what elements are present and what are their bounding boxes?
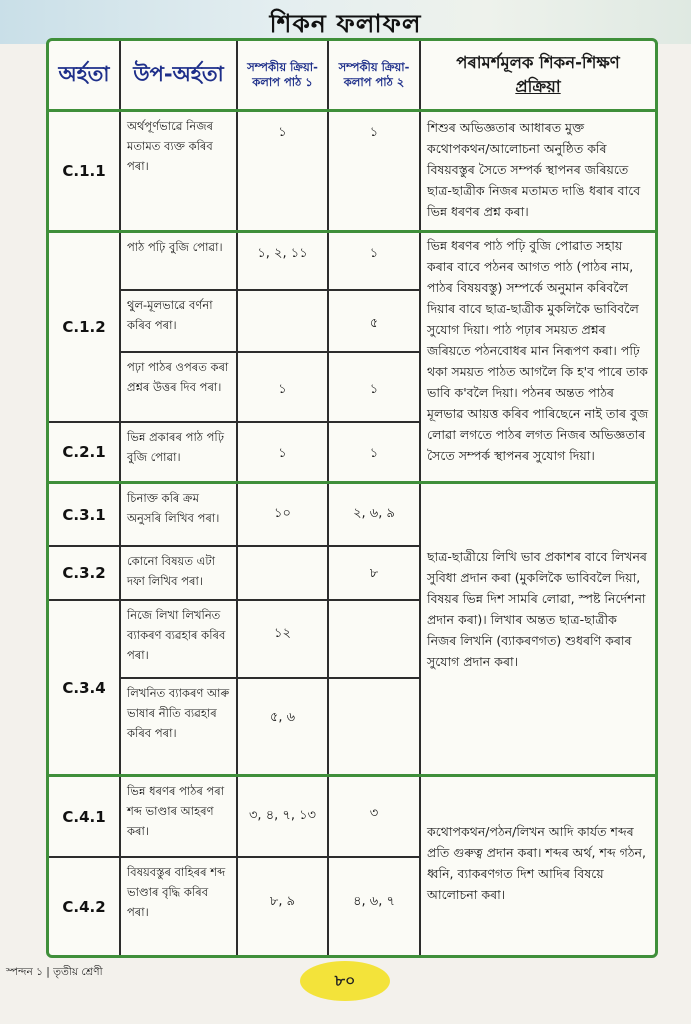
sub-outcome-cell: থুল-মূলভাৱে বৰ্ণনা কৰিব পৰা। — [127, 298, 213, 332]
code-cell: C.3.4 — [62, 678, 106, 697]
code-cell: C.3.1 — [62, 505, 106, 524]
method-cell: ছাত্ৰ-ছাত্ৰীয়ে লিখি ভাব প্ৰকাশৰ বাবে লিখনৰ সুবিধা প্ৰদান কৰা (মুকলিকৈ ভাবিবলৈ দিয়া, বিষয়ৰ ভিন্ন দিশ সামৰি লোৱা, স্পষ্ট নিৰ্দেশনা প্ৰদান কৰা)। লিখাৰ অন্তত ছাত্ৰ-ছাত্ৰীক নিজৰ লিখনি (ব্যাকৰণগত) শুধৰণি কৰাৰ সুযোগ প্ৰদান কৰা। — [427, 549, 647, 669]
lesson1-cell — [238, 303, 327, 315]
code-cell: C.3.2 — [62, 564, 106, 582]
lesson2-cell — [329, 613, 419, 625]
code-cell: C.1.1 — [62, 162, 106, 180]
page-title: শিকন ফলাফল — [269, 9, 422, 38]
header-method-line2: প্ৰক্ৰিয়া — [515, 77, 561, 96]
lesson1-cell: ৮, ৯ — [269, 894, 296, 909]
lesson1-cell: ১, ২, ১১ — [257, 246, 308, 261]
sub-outcome-cell: লিখনিত ব্যাকৰণ আৰু ভাষাৰ নীতি ব্যৱহাৰ কৰিব পৰা। — [127, 686, 230, 740]
page-number-badge — [300, 961, 390, 1001]
lesson1-cell: ৩, ৪, ৭, ১৩ — [248, 808, 317, 823]
sub-outcome-cell: নিজে লিখা লিখনিত ব্যাকৰণ ব্যৱহাৰ কৰিব পৰা। — [127, 608, 226, 662]
sub-outcome-cell: ভিন্ন প্ৰকাৰৰ পাঠ পঢ়ি বুজি পোৱা। — [127, 430, 224, 464]
lesson2-cell: ৩ — [369, 806, 379, 821]
lesson2-cell: ১ — [369, 246, 379, 261]
lesson1-cell: ১ — [278, 125, 287, 140]
lesson1-cell: ৫, ৬ — [269, 710, 296, 725]
code-cell: C.1.2 — [62, 318, 106, 336]
header-outcome: অৰ্হতা — [58, 61, 110, 86]
sub-outcome-cell: ভিন্ন ধৰণৰ পাঠৰ পৰা শব্দ ভাণ্ডাৰ আহৰণ কৰা। — [127, 784, 225, 838]
code-cell: C.4.2 — [62, 897, 106, 916]
page-number: ৮০ — [334, 970, 356, 990]
sub-outcome-cell: বিষয়বস্তুৰ বাহিৰৰ শব্দ ভাণ্ডাৰ বৃদ্ধি কৰিব পৰা। — [127, 865, 226, 919]
code-cell: C.4.1 — [62, 807, 106, 826]
sub-outcome-cell: পাঠ পঢ়ি বুজি পোৱা। — [127, 240, 223, 254]
header-method-line1: পৰামৰ্শমূলক শিকন-শিক্ষণ — [456, 53, 620, 72]
method-cell: ভিন্ন ধৰণৰ পাঠ পঢ়ি বুজি পোৱাত সহায় কৰাৰ বাবে পঠনৰ আগত পাঠ (পাঠৰ নাম, পাঠৰ বিষয়বস্তু) সম্পৰ্কে অনুমান কৰিবলৈ দিয়াৰ বাবে ছাত্ৰ-ছাত্ৰীক মুকলিকৈ ভাবিবলৈ সুযোগ দিয়া। পাঠ পঢ়াৰ সময়ত প্ৰশ্নৰ জৰিয়তে পঠনবোধৰ মান নিৰূপণ কৰা। পঢ়ি থকা সময়ত পাঠত আগলৈ কি হ'ব পাৰে তাক ভাবি ক'বলৈ দিয়া। পঠনৰ অন্তত পাঠৰ মূলভাৱ আয়ত্ত কৰিব পাৰিছেনে নাই তাৰ বুজ লোৱা লগতে পাঠৰ লগত নিজৰ অভিজ্ঞতাৰ সৈতে সম্পৰ্ক স্থাপনৰ সুযোগ দিয়া। — [427, 238, 649, 463]
code-cell: C.2.1 — [62, 443, 106, 461]
sub-outcome-cell: অৰ্থপূৰ্ণভাৱে নিজৰ মতামত ব্যক্ত কৰিব পৰা। — [127, 119, 213, 173]
lesson2-cell: ৪, ৬, ৭ — [353, 894, 395, 909]
footer-book-info: স্পন্দন ১ | তৃতীয় শ্ৰেণী — [6, 966, 103, 978]
lesson2-cell: ৮ — [369, 566, 379, 581]
method-cell: কথোপকথন/পঠন/লিখন আদি কাৰ্যত শব্দৰ প্ৰতি গুৰুত্ব প্ৰদান কৰা। শব্দৰ অৰ্থ, শব্দ গঠন, ধ্বনি, ব্যাকৰণগত দিশ আদিৰ বিষয়ে আলোচনা কৰা। — [427, 824, 646, 902]
header-lesson-2: সম্পকীয় ক্ৰিয়া-কলাপ পাঠ ২ — [338, 60, 410, 89]
lesson2-cell: ২, ৬, ৯ — [353, 506, 395, 521]
lesson1-cell: ১ — [278, 382, 287, 397]
lesson2-cell — [329, 697, 419, 709]
lesson2-cell: ১ — [369, 446, 379, 461]
lesson2-cell: ১ — [369, 125, 379, 140]
lesson1-cell — [238, 553, 327, 565]
header-method — [421, 41, 655, 109]
sub-outcome-cell: পঢ়া পাঠৰ ওপৰত কৰা প্ৰশ্নৰ উত্তৰ দিব পৰা। — [127, 360, 229, 394]
header-lesson-1: সম্পকীয় ক্ৰিয়া-কলাপ পাঠ ১ — [247, 60, 318, 89]
sub-outcome-cell: কোনো বিষয়ত এটা দফা লিখিব পৰা। — [127, 554, 215, 588]
lesson1-cell: ১০ — [274, 506, 291, 521]
sub-outcome-cell: চিনাক্ত কৰি ক্ৰম অনুসৰি লিখিব পৰা। — [127, 491, 220, 525]
lesson2-cell: ৫ — [369, 316, 379, 331]
lesson1-cell: ১ — [278, 446, 287, 461]
lesson2-cell: ১ — [369, 382, 379, 397]
learning-outcomes-table — [46, 38, 658, 958]
lesson1-cell: ১২ — [274, 626, 291, 641]
method-cell: শিশুৰ অভিজ্ঞতাৰ আধাৰত মুক্ত কথোপকথন/আলোচনা অনুষ্ঠিত কৰি বিষয়বস্তুৰ সৈতে সম্পৰ্ক স্থাপনৰ জৰিয়তে ছাত্ৰ-ছাত্ৰীক নিজৰ মতামত দাঙি ধৰাৰ বাবে ভিন্ন ধৰণৰ প্ৰশ্ন কৰা। — [427, 120, 641, 219]
header-sub-outcome: উপ-অৰ্হতা — [133, 61, 224, 86]
